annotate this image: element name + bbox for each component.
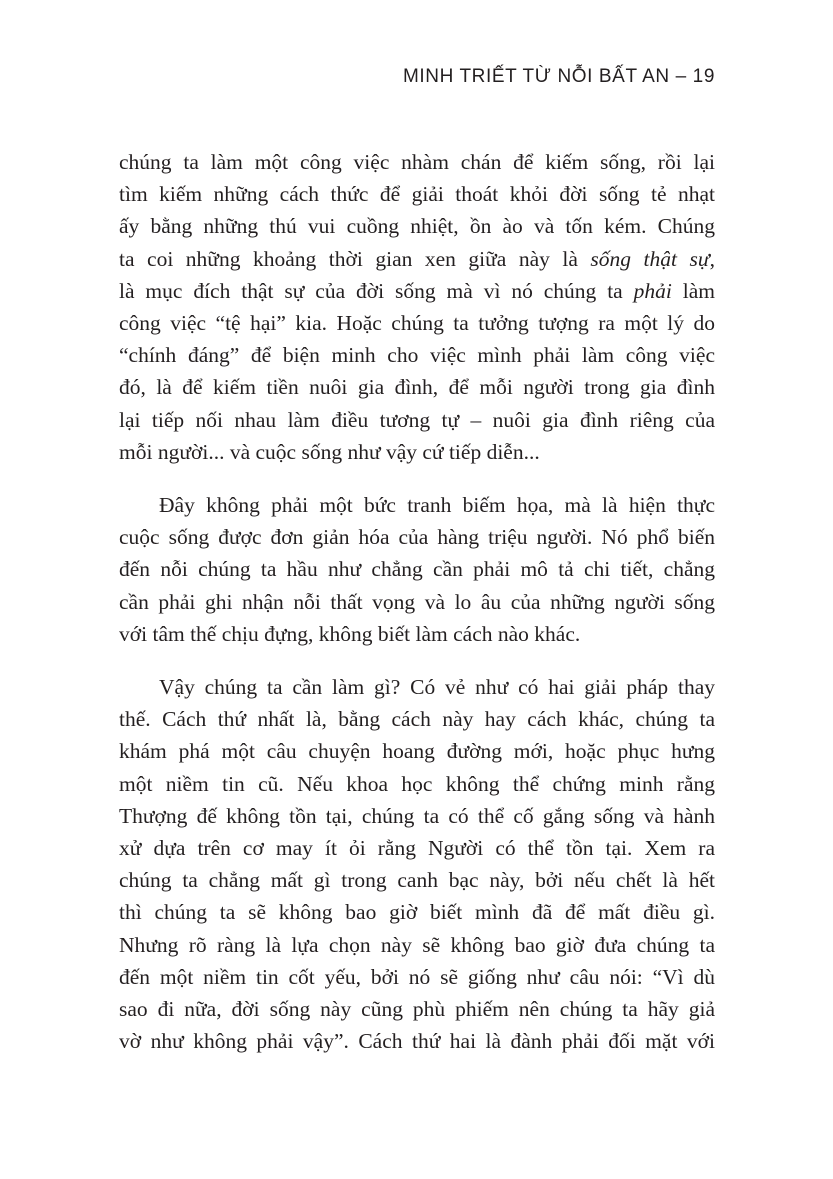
text-line: thế. Cách thứ nhất là, bằng cách này hay cách khác, chúng ta [119,707,715,732]
text-line: một niềm tin cũ. Nếu khoa học không thể chứng minh rằng [119,771,715,796]
text-line: sao đi nữa, đời sống này cũng phù phiếm nên chúng ta hãy giả [119,997,715,1022]
body-text [119,146,715,1078]
text-line: ấy bằng những thú vui cuồng nhiệt, ồn ào và tốn kém. Chúng [119,214,715,239]
italic-emphasis: sống thật sự [590,246,710,271]
text-run: , [709,246,715,271]
text-line: Nhưng rõ ràng là lựa chọn này sẽ không bao giờ đưa chúng ta [119,932,715,957]
text-run: ta coi những khoảng thời gian xen giữa này là [119,246,591,271]
text-line: chúng ta làm một công việc nhàm chán để kiếm sống, rồi lại [119,150,715,174]
text-line [119,275,715,307]
text-line: chúng ta chẳng mất gì trong canh bạc này, bởi nếu chết là hết [119,868,715,893]
running-header: MINH TRIẾT TỪ NỖI BẤT AN – 19 [402,66,715,87]
text-line: Đây không phải một bức tranh biếm họa, mà là hiện thực [159,493,715,518]
text-line: Vậy chúng ta cần làm gì? Có vẻ như có hai giải pháp thay [159,675,715,700]
text-line: vờ như không phải vậy”. Cách thứ hai là đành phải đối mặt với [119,1029,715,1054]
text-line: Thượng đế không tồn tại, chúng ta có thể cố gắng sống và hành [119,803,715,828]
text-line: xử dựa trên cơ may ít ỏi rằng Người có thể tồn tại. Xem ra [119,836,715,861]
text-line: “chính đáng” để biện minh cho việc mình phải làm công việc [119,343,715,368]
text-line: mỗi người... và cuộc sống như vậy cứ tiếp diễn... [119,439,540,464]
text-line: đến nỗi chúng ta hầu như chẳng cần phải mô tả chi tiết, chẳng [119,557,715,582]
text-line: tìm kiếm những cách thức để giải thoát khỏi đời sống tẻ nhạt [119,182,715,207]
text-line [119,243,715,275]
italic-emphasis: phải [633,278,672,303]
text-line: công việc “tệ hại” kia. Hoặc chúng ta tưởng tượng ra một lý do [119,311,715,336]
paragraph-2 [119,489,715,650]
text-run: làm [671,278,715,303]
text-line: đó, là để kiếm tiền nuôi gia đình, để mỗi người trong gia đình [119,375,715,400]
paragraph-3 [119,671,715,1057]
text-line: lại tiếp nối nhau làm điều tương tự – nuôi gia đình riêng của [119,407,715,432]
text-line: cần phải ghi nhận nỗi thất vọng và lo âu của những người sống [119,589,715,614]
text-line: khám phá một câu chuyện hoang đường mới, hoặc phục hưng [119,739,715,764]
paragraph-1 [119,146,715,468]
text-line: đến một niềm tin cốt yếu, bởi nó sẽ giống như câu nói: “Vì dù [119,964,715,989]
text-line: cuộc sống được đơn giản hóa của hàng triệu người. Nó phổ biến [119,525,715,550]
text-line: với tâm thế chịu đựng, không biết làm cách nào khác. [119,621,581,646]
text-run: là mục đích thật sự của đời sống mà vì nó chúng ta [119,278,634,303]
text-line: thì chúng ta sẽ không bao giờ biết mình đã để mất điều gì. [119,900,715,925]
